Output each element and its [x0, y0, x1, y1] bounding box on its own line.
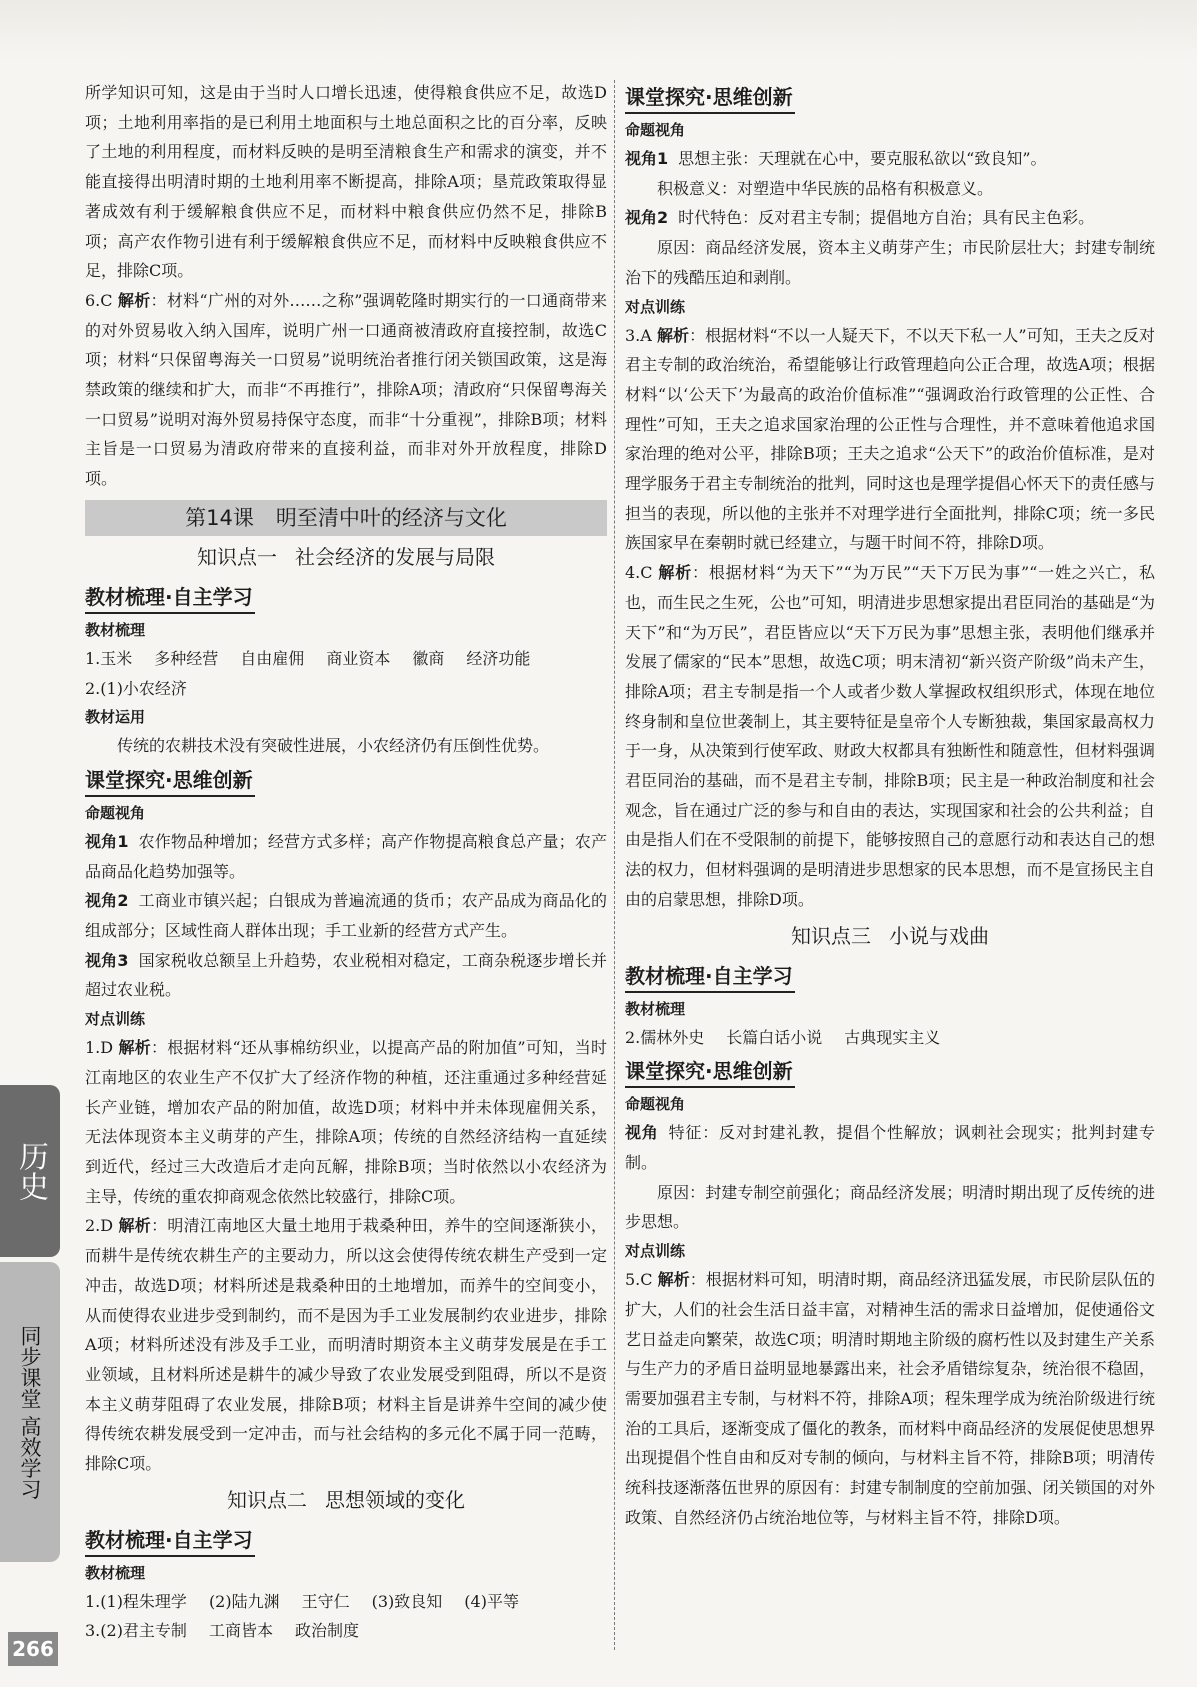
sub-targeted-practice-kp3: 对点训练 — [625, 1242, 686, 1261]
section-class-explore: 课堂探究·思维创新 — [85, 765, 255, 797]
term: 古典现实主义 — [844, 1027, 941, 1047]
answer-1-number: 1.D — [85, 1038, 114, 1058]
kp3-perspective — [625, 1118, 1155, 1177]
section-class-explore-kp3: 课堂探究·思维创新 — [625, 1056, 795, 1088]
lesson-title: 明至清中叶的经济与文化 — [275, 505, 507, 530]
sub-textbook-outline-2: 教材梳理 — [85, 1563, 146, 1582]
kp2-perspective-2-reason: 原因：商品经济发展，资本主义萌芽产生；市民阶层壮大；封建专制统治下的残酷压迫和剥削。 — [625, 238, 1155, 287]
kp3-perspective-label: 视角 — [625, 1123, 659, 1143]
kp2-perspective-1 — [625, 144, 1155, 174]
perspective-1-text: 农作物品种增加；经营方式多样；高产作物提高粮食总产量；农产品商品化趋势加强等。 — [85, 831, 607, 881]
answer-3-number: 3.A — [625, 325, 652, 345]
right-column — [625, 78, 1155, 1532]
term: 3.(2)君主专制 — [85, 1621, 187, 1641]
sub-textbook-outline-kp3: 教材梳理 — [625, 999, 686, 1018]
answer-4-text: ：根据材料“为天下”“为万民”“天下万民为事”“一姓之兴亡，私也，而生民之生死，公也”可知，明清进步思想家提出君臣同治的基础是“为天下”和“为万民”，君臣皆应以“天下万民为事”思想主张，表明他们继承并发展了儒家的“民本”思想，故选C项；明末清初“新兴资产阶级”尚未产生，排除A项；君主专制是指一个人或者少数人掌握政权组织形式，体现在地位终身制和皇位世袭制上，其主要特征是皇帝个人专断独裁，集国家最高权力于一身，从决策到行使军政、财政大权都具有独断性和随意性，但材料强调君臣同治的基础，而不是君主专制，排除B项；民主是一种政治制度和社会观念，旨在通过广泛的参与和自由的表达，实现国家和社会的公共利益；自由是指人们在不受限制的前提下，能够按照自己的意愿行动和表达自己的想法的权力，但材料强调的是明清进步思想家的民本思想，而不是宣扬民主自由的启蒙思想，排除D项。 — [625, 563, 1155, 909]
answer-2-number: 2.D — [85, 1216, 114, 1236]
perspective-1 — [85, 827, 607, 886]
answer-4 — [625, 558, 1155, 914]
answer-5-text: ：根据材料可知，明清时期，商品经济迅猛发展，市民阶层队伍的扩大，人们的社会生活日益丰富，对精神生活的需求日益增加，促使通俗文艺日益走向繁荣，故选C项；明清时期地主阶级的腐朽性以及封建生产关系与生产力的矛盾日益明显地暴露出来，社会矛盾错综复杂，统治很不稳固，需要加强君主专制，与材料不符，排除A项；程朱理学成为统治阶级进行统治的工具后，逐渐变成了僵化的教条，而材料中商品经济的发展促使思想界出现提倡个性自由和反对专制的倾向，与材料主旨不符，排除B项；明清传统科技逐渐落伍世界的原因有：封建专制制度的空前加强、闭关锁国的对外政策、自然经济仍占统治地位等，与材料主旨不符，排除D项。 — [625, 1270, 1155, 1527]
kp2-number: 知识点二 — [227, 1487, 307, 1512]
outline-item-2: 2.(1)小农经济 — [85, 678, 187, 698]
term: 1.(1)程朱理学 — [85, 1591, 187, 1611]
perspective-1-label: 视角1 — [85, 831, 129, 851]
kp2-title: 思想领域的变化 — [325, 1487, 465, 1512]
outline-item-1 — [85, 644, 607, 674]
section-self-study: 教材梳理·自主学习 — [85, 582, 255, 614]
kp2-perspective-2-text: 时代特色：反对君主专制；提倡地方自治；具有民主色彩。 — [678, 208, 1095, 228]
kp3-outline-item-2 — [625, 1023, 1155, 1053]
kp3-title: 小说与戏曲 — [889, 923, 989, 948]
term: 长篇白话小说 — [726, 1027, 823, 1047]
kp2-perspective-2 — [625, 203, 1155, 233]
term: 多种经营 — [154, 648, 219, 668]
term: 经济功能 — [466, 648, 531, 668]
subject-tab: 历史 — [0, 1085, 60, 1257]
answer-6 — [85, 286, 607, 494]
perspective-3-text: 国家税收总额呈上升趋势，农业税相对稳定，工商杂税逐步增长并超过农业税。 — [85, 950, 607, 1000]
answer-1-label: 解析 — [118, 1038, 151, 1058]
term: (2)陆九渊 — [208, 1591, 280, 1611]
answer-3-text: ：根据材料“不以一人疑天下，不以天下私一人”可知，王夫之反对君主专制的政治统治，希望能够让行政管理趋向公正合理，故选A项；根据材料“以‘公天下’为最高的政治价值标准”“强调政治行政管理的公正性、合理性”可知，王夫之追求国家治理的公正性与合理性，并不意味着他追求国家治理的绝对公平，排除B项；王夫之追求“公天下”的政治价值标准，是对理学服务于君主专制统治的批判，同时这也是理学提倡心怀天下的责任感与担当的表现，所以他的主张并不对理学进行全面批判，排除C项；统一多民族国家早在秦朝时就已经建立，与题干时间不符，排除D项。 — [625, 325, 1155, 553]
perspective-2 — [85, 886, 607, 945]
perspective-3-label: 视角3 — [85, 950, 129, 970]
application-text: 传统的农耕技术没有突破性进展，小农经济仍有压倒性优势。 — [117, 736, 550, 756]
column-divider — [614, 80, 615, 1650]
answer-1-text: ：根据材料“还从事棉纺织业，以提高产品的附加值”可知，当时江南地区的农业生产不仅扩大了经济作物的种植，还注重通过多种经营延长产业链，增加农产品的附加值，故选D项；材料中并未体现雇佣关系，无法体现资本主义萌芽的产生，排除A项；传统的自然经济结构一直延续到近代，经过三大改造后才走向瓦解，排除B项；当时依然以小农经济为主导，传统的重农抑商观念依然比较盛行，排除C项。 — [85, 1038, 607, 1206]
answer-6-number: 6.C — [85, 290, 113, 310]
left-column — [85, 78, 607, 1646]
series-tab: 同步课堂 高效学习 — [0, 1262, 60, 1562]
kp2-outline-item-3 — [85, 1616, 607, 1646]
outline-item-1-number: 1. — [85, 648, 101, 668]
lesson-banner — [85, 500, 607, 536]
term: (4)平等 — [464, 1591, 519, 1611]
kp1-title: 社会经济的发展与局限 — [295, 544, 495, 569]
knowledge-point-1-heading — [85, 540, 607, 574]
answer-3 — [625, 321, 1155, 559]
sub-targeted-practice-kp2: 对点训练 — [625, 297, 686, 316]
term: 2.儒林外史 — [625, 1027, 705, 1047]
answer-6-text: ：材料“广州的对外……之称”强调乾隆时期实行的一口通商带来的对外贸易收入纳入国库，说明广州一口通商被清政府直接控制，故选C项；材料“只保留粤海关一口贸易”说明统治者推行闭关锁国政策，这是海禁政策的继续和扩大，而非“不再推行”，排除A项；清政府“只保留粤海关一口贸易”说明对海外贸易持保守态度，而非“十分重视”，排除B项；材料主旨是一口贸易为清政府带来的直接利益，而非对外开放程度，排除D项。 — [85, 290, 607, 489]
term: 工商皆本 — [208, 1621, 273, 1641]
term: 商业资本 — [326, 648, 391, 668]
kp3-perspective-reason: 原因：封建专制空前强化；商品经济发展；明清时期出现了反传统的进步思想。 — [625, 1182, 1155, 1232]
sub-perspective-kp2: 命题视角 — [625, 121, 686, 139]
kp1-number: 知识点一 — [197, 544, 277, 569]
answer-5-number: 5.C — [625, 1270, 653, 1290]
sub-perspective: 命题视角 — [85, 803, 146, 822]
section-self-study-kp3: 教材梳理·自主学习 — [625, 961, 795, 993]
kp3-number: 知识点三 — [791, 923, 871, 948]
kp2-perspective-1-label: 视角1 — [625, 149, 669, 168]
perspective-2-label: 视角2 — [85, 891, 129, 911]
answer-5-continued: 所学知识可知，这是由于当时人口增长迅速，使得粮食供应不足，故选D项；土地利用率指的是已利用土地面积与土地总面积之比的百分率，反映了土地的利用程度，而材料反映的是明至清粮食生产和需求的演变，并不能直接得出明清时期的土地利用率不断提高，排除A项；垦荒政策取得显著成效有利于缓解粮食供应不足，而材料中粮食供应仍然不足，排除B项；高产农作物引进有利于缓解粮食供应不足，而材料中反映粮食供应不足，排除C项。 — [85, 83, 607, 281]
sub-targeted-practice: 对点训练 — [85, 1010, 146, 1029]
term: (3)致良知 — [371, 1591, 443, 1611]
answer-2 — [85, 1211, 607, 1478]
perspective-2-text: 工商业市镇兴起；白银成为普遍流通的货币；农产品成为商品化的组成部分；区域性商人群体出现；手工业新的经营方式产生。 — [85, 891, 607, 941]
section-self-study-2: 教材梳理·自主学习 — [85, 1525, 255, 1557]
sub-textbook-application: 教材运用 — [85, 708, 146, 727]
term: 自由雇佣 — [240, 648, 305, 668]
page-number: 266 — [8, 1632, 58, 1666]
term: 政治制度 — [294, 1621, 359, 1641]
answer-1 — [85, 1033, 607, 1211]
term: 玉米 — [100, 648, 133, 668]
kp2-perspective-2-label: 视角2 — [625, 208, 669, 228]
answer-4-number: 4.C — [625, 563, 653, 583]
knowledge-point-2-heading — [85, 1483, 607, 1517]
answer-4-label: 解析 — [658, 563, 693, 583]
knowledge-point-3-heading — [625, 919, 1155, 953]
answer-6-label: 解析 — [117, 290, 151, 310]
kp2-perspective-1-significance: 积极意义：对塑造中华民族的品格有积极意义。 — [657, 178, 994, 198]
answer-3-label: 解析 — [656, 325, 690, 345]
sub-textbook-outline: 教材梳理 — [85, 620, 146, 639]
kp2-outline-item-1 — [85, 1587, 607, 1617]
answer-2-label: 解析 — [118, 1216, 152, 1236]
kp3-perspective-text: 特征：反对封建礼教，提倡个性解放；讽刺社会现实；批判封建专制。 — [625, 1123, 1155, 1172]
perspective-3 — [85, 946, 607, 1005]
lesson-number: 第14课 — [185, 505, 254, 530]
page-top-shadow — [0, 0, 1197, 60]
answer-2-text: ：明清江南地区大量土地用于栽桑种田，养牛的空间逐渐狭小，而耕牛是传统农耕生产的主要动力，所以这会使得传统农耕生产受到一定冲击，故选D项；材料所述是栽桑种田的土地增加，而养牛的空间变小，从而使得农业进步受到制约，而不是因为手工业发展制约农业进步，排除A项；材料所述没有涉及手工业，而明清时期资本主义萌芽发展是在手工业领域，且材料所述是耕牛的减少导致了农业发展受到阻碍，所以不是资本主义萌芽阻碍了农业发展，排除B项；材料主旨是讲养牛空间的减少使得传统农耕发展受到一定冲击，而与社会结构的多元化不属于同一范畴，排除C项。 — [85, 1216, 607, 1474]
section-class-explore-kp2: 课堂探究·思维创新 — [625, 82, 795, 114]
sub-perspective-kp3: 命题视角 — [625, 1095, 686, 1114]
answer-5 — [625, 1265, 1155, 1532]
term: 王守仁 — [301, 1591, 350, 1611]
kp2-perspective-1-text: 思想主张：天理就在心中，要克服私欲以“致良知”。 — [678, 149, 1047, 168]
answer-5-label: 解析 — [657, 1270, 690, 1290]
term: 徽商 — [412, 648, 445, 668]
